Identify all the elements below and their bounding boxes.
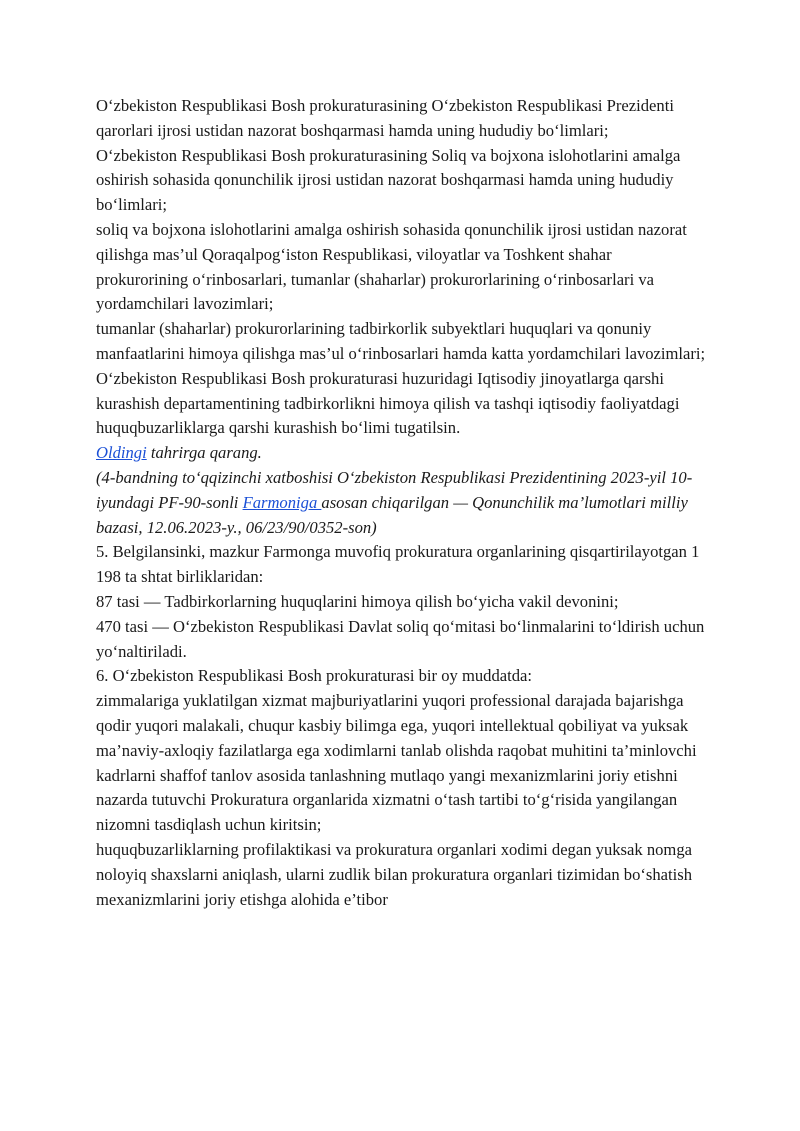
paragraph-prevention: huquqbuzarliklarning profilaktikasi va prokuratura organlari xodimi degan yuksak nomga noloyiq shaxslarni aniqlash, ularni zudlik bilan prokuratura organlari tizimidan bo‘shatish mexanizmlarini joriy etishga alohida e’tibor <box>96 839 693 909</box>
paragraph-3: soliq va bojxona islohotlarini amalga oshirish sohasida qonunchilik ijrosi ustidan nazorat qilishga mas’ul Qoraqalpog‘iston Respublikasi, viloyatlar va Toshkent shahar prokurorining o‘rinbosarlari, tumanlar (shaharlar) prokurorlarining o‘rinbosarlari va yordamchilari lavozimlari; <box>96 219 687 314</box>
paragraph-4: tumanlar (shaharlar) prokurorlarining tadbirkorlik subyektlari huquqlari va qonuniy manfaatlarini himoya qilishga mas’ul o‘rinbosarlari hamda katta yordamchilari lavozimlari; <box>96 319 706 363</box>
paragraph-item-5: 5. Belgilansinki, mazkur Farmonga muvofiq prokuratura organlarining qisqartirilayotgan 1 198 ta shtat birliklaridan: <box>96 542 700 587</box>
paragraph-item-6: 6. O‘zbekiston Respublikasi Bosh prokuraturasi bir oy muddatda: <box>96 666 532 686</box>
previous-edition-link[interactable]: Oldingi <box>96 443 147 463</box>
previous-edition-text: tahrirga qarang. <box>146 443 262 463</box>
paragraph-87-units: 87 tasi — Tadbirkorlarning huquqlarini himoya qilish bo‘yicha vakil devonini; <box>96 591 619 611</box>
paragraph-1: O‘zbekiston Respublikasi Bosh prokuraturasining O‘zbekiston Respublikasi Prezidenti qarorlari ijrosi ustidan nazorat boshqarmasi hamda uning hududiy bo‘limlari; <box>96 96 674 140</box>
paragraph-regulation: zimmalariga yuklatilgan xizmat majburiyatlarini yuqori professional darajada bajarishga qodir yuqori malakali, chuqur kasbiy bilimga ega, yuqori intellektual qobiliyat va yuksak ma’naviy-axloqiy fazilatlarga ega xodimlarni tanlab olishda raqobat muhitini ta’minlovchi kadrlarni shaffof tanlov asosida tanlashning mutlaqo yangi mexanizmlarini joriy etishni nazarda tutuvchi Prokuratura organlarida xizmatni o‘tash tartibi to‘g‘risida yangilangan nizomni tasdiqlash uchun kiritsin; <box>96 691 697 835</box>
document-body <box>96 94 706 912</box>
paragraph-470-units: 470 tasi — O‘zbekiston Respublikasi Davlat soliq qo‘mitasi bo‘linmalarini to‘ldirish uchun yo‘naltiriladi. <box>96 616 705 661</box>
decree-link[interactable]: Farmoniga <box>242 492 322 512</box>
paragraph-5: O‘zbekiston Respublikasi Bosh prokuraturasi huzuridagi Iqtisodiy jinoyatlarga qarshi kurashish departamentining tadbirkorlikni himoya qilish va tashqi iqtisodiy faoliyatdagi huquqbuzarliklarga qarshi kurashish bo‘limi tugatilsin. <box>96 368 680 438</box>
paragraph-2: O‘zbekiston Respublikasi Bosh prokuraturasining Soliq va bojxona islohotlarini amalga oshirish sohasida qonunchilik ijrosi ustidan nazorat boshqarmasi hamda uning hududiy bo‘limlari; <box>96 145 681 215</box>
amendment-note-before: (4-bandning to‘qqizinchi xatboshisi O‘zbekiston Respublikasi Prezidentining 2023-yil 10-iyundagi PF-90-sonli <box>96 467 693 512</box>
previous-edition-note <box>96 441 706 466</box>
amendment-note-after: asosan chiqarilgan — Qonunchilik ma’lumotlari milliy bazasi, 12.06.2023-y., 06/23/90/0352-son) <box>96 492 688 537</box>
amendment-note <box>96 466 706 540</box>
